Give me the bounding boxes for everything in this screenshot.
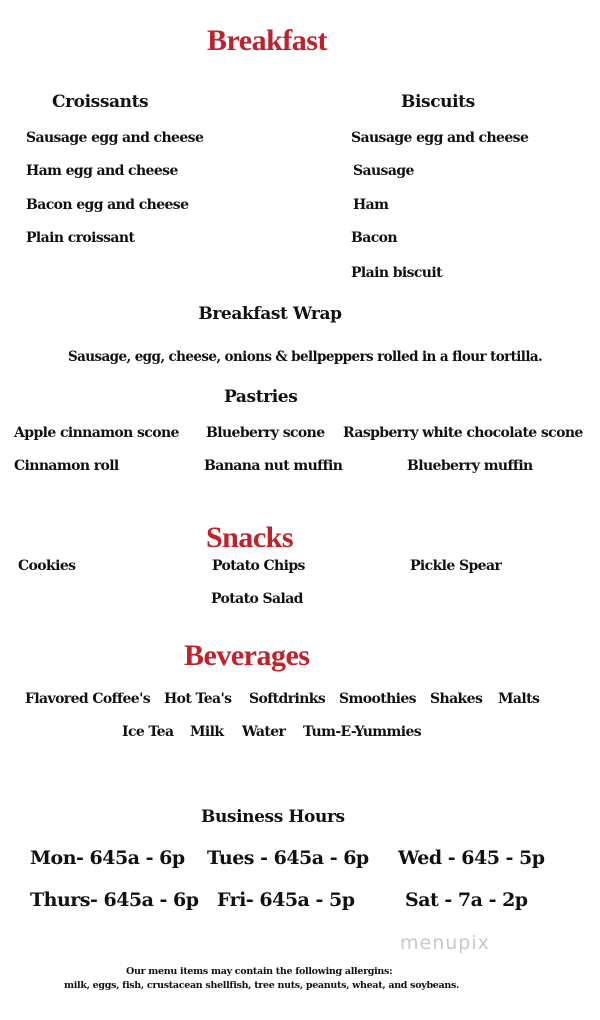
breakfast-wrap-description: Sausage, egg, cheese, onions & bellpeppers rolled in a flour tortilla. <box>68 349 543 365</box>
snack-item: Potato Chips <box>212 558 305 574</box>
beverage-item: Milk <box>190 724 224 740</box>
biscuit-item: Sausage <box>353 163 414 179</box>
pastry-item: Apple cinnamon scone <box>14 425 179 441</box>
snacks-title: Snacks <box>206 521 294 554</box>
hours-day: Wed - 645 - 5p <box>398 847 545 869</box>
hours-day: Fri- 645a - 5p <box>217 889 355 911</box>
pastry-item: Banana nut muffin <box>204 458 343 474</box>
breakfast-wrap-heading: Breakfast Wrap <box>198 304 342 324</box>
hours-day: Thurs- 645a - 6p <box>30 889 199 911</box>
biscuit-item: Bacon <box>351 230 397 246</box>
snack-item: Pickle Spear <box>410 558 502 574</box>
croissant-item: Bacon egg and cheese <box>26 197 189 213</box>
beverages-title: Beverages <box>184 639 310 672</box>
pastry-item: Blueberry scone <box>206 425 325 441</box>
croissant-item: Sausage egg and cheese <box>26 130 204 146</box>
biscuit-item: Ham <box>353 197 389 213</box>
beverage-item: Malts <box>498 691 540 707</box>
business-hours-heading: Business Hours <box>201 807 345 827</box>
croissant-item: Plain croissant <box>26 230 135 246</box>
pastry-item: Cinnamon roll <box>14 458 119 474</box>
biscuit-item: Plain biscuit <box>351 265 442 281</box>
snack-item: Potato Salad <box>211 591 303 607</box>
biscuit-item: Sausage egg and cheese <box>351 130 529 146</box>
beverage-item: Shakes <box>430 691 483 707</box>
allergen-notice-line1: Our menu items may contain the following allergins: <box>126 966 393 977</box>
pastry-item: Raspberry white chocolate scone <box>343 425 583 441</box>
hours-day: Mon- 645a - 6p <box>30 847 185 869</box>
beverage-item: Water <box>242 724 286 740</box>
beverage-item: Smoothies <box>339 691 416 707</box>
allergen-notice-line2: milk, eggs, fish, crustacean shellfish, tree nuts, peanuts, wheat, and soybeans. <box>64 980 460 991</box>
croissant-item: Ham egg and cheese <box>26 163 178 179</box>
breakfast-title: Breakfast <box>207 24 327 57</box>
hours-day: Tues - 645a - 6p <box>207 847 369 869</box>
beverage-item: Softdrinks <box>249 691 326 707</box>
beverage-item: Hot Tea's <box>164 691 232 707</box>
snack-item: Cookies <box>18 558 76 574</box>
beverage-item: Flavored Coffee's <box>25 691 151 707</box>
pastries-heading: Pastries <box>224 387 298 407</box>
beverage-item: Ice Tea <box>122 724 174 740</box>
menupix-watermark: menupix <box>400 932 490 954</box>
pastry-item: Blueberry muffin <box>407 458 533 474</box>
beverage-item: Tum-E-Yummies <box>303 724 422 740</box>
biscuits-heading: Biscuits <box>401 92 475 112</box>
croissants-heading: Croissants <box>52 92 149 112</box>
hours-day: Sat - 7a - 2p <box>405 889 528 911</box>
